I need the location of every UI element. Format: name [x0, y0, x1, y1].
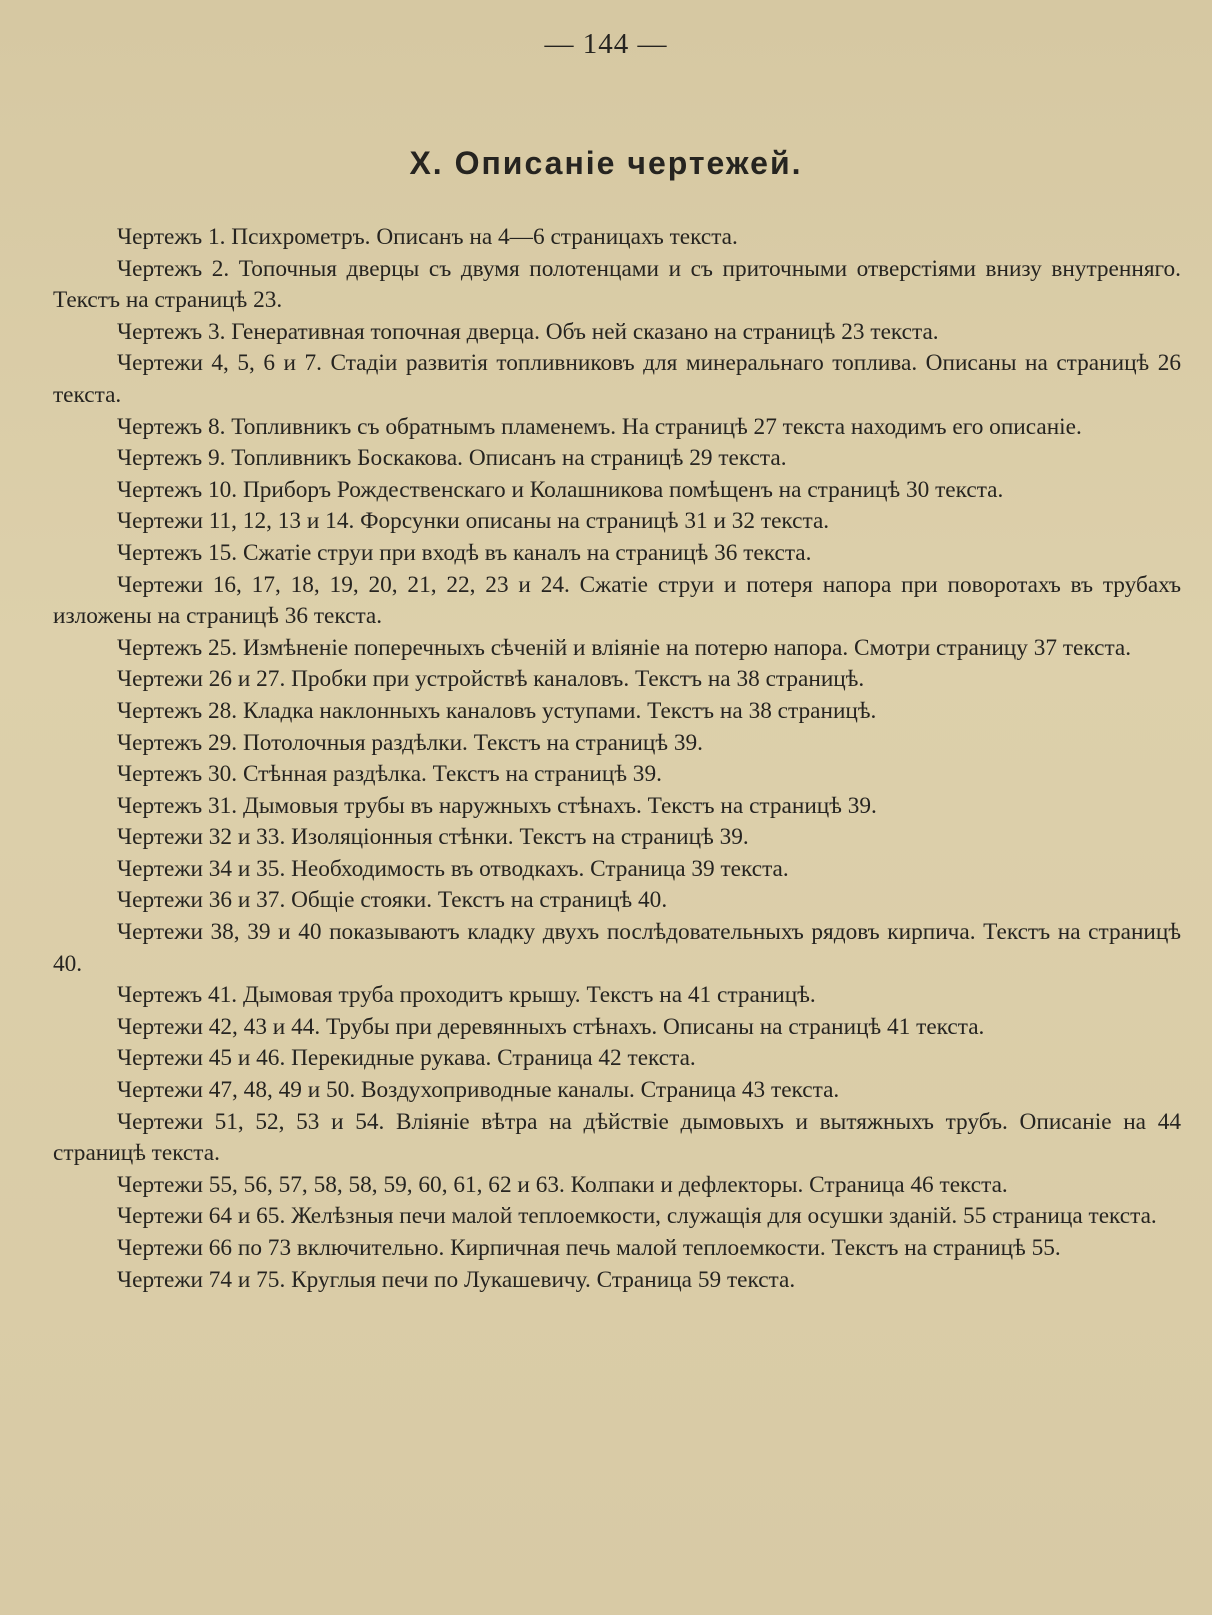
- page-number: — 144 —: [544, 28, 668, 60]
- drawing-entry: Чертежъ 2. Топочныя дверцы съ двумя полотенцами и съ приточными отверстіями внизу внутренняго. Текстъ на страницѣ 23.: [53, 255, 1181, 314]
- drawing-entry: Чертежи 45 и 46. Перекидные рукава. Страница 42 текста.: [117, 1045, 696, 1072]
- drawing-entry: Чертежи 16, 17, 18, 19, 20, 21, 22, 23 и 24. Сжатіе струи и потеря напора при поворотахъ въ трубахъ изложены на страницѣ 36 текста.: [53, 571, 1181, 630]
- drawing-entry: Чертежъ 41. Дымовая труба проходитъ крышу. Текстъ на 41 страницѣ.: [117, 982, 816, 1009]
- drawing-entry: Чертежъ 29. Потолочныя раздѣлки. Текстъ на страницѣ 39.: [117, 729, 703, 756]
- drawing-entry: Чертежи 26 и 27. Пробки при устройствѣ каналовъ. Текстъ на 38 страницѣ.: [117, 666, 865, 693]
- drawing-entry: Чертежи 38, 39 и 40 показываютъ кладку двухъ послѣдовательныхъ рядовъ кирпича. Текстъ на страницѣ 40.: [53, 919, 1181, 977]
- drawing-entry: Чертежъ 25. Измѣненіе поперечныхъ сѣченій и вліяніе на потерю напора. Смотри страницу 37 текста.: [117, 634, 1132, 661]
- drawing-entry: Чертежи 4, 5, 6 и 7. Стадіи развитія топливниковъ для минеральнаго топлива. Описаны на страницѣ 26 текста.: [53, 350, 1181, 408]
- drawing-entry: Чертежъ 15. Сжатіе струи при входѣ въ каналъ на страницѣ 36 текста.: [117, 539, 812, 566]
- drawing-entry: Чертежи 42, 43 и 44. Трубы при деревянныхъ стѣнахъ. Описаны на страницѣ 41 текста.: [117, 1013, 985, 1040]
- drawings-list: [53, 222, 1181, 1296]
- drawing-entry: Чертежъ 30. Стѣнная раздѣлка. Текстъ на страницѣ 39.: [117, 761, 662, 788]
- drawing-entry: Чертежи 32 и 33. Изоляціонныя стѣнки. Текстъ на страницѣ 39.: [117, 824, 749, 851]
- drawing-entry: Чертежи 34 и 35. Необходимость въ отводкахъ. Страница 39 текста.: [117, 855, 789, 882]
- drawing-entry: Чертежъ 28. Кладка наклонныхъ каналовъ уступами. Текстъ на 38 страницѣ.: [117, 697, 877, 724]
- drawing-entry: Чертежъ 31. Дымовыя трубы въ наружныхъ стѣнахъ. Текстъ на страницѣ 39.: [117, 792, 877, 819]
- drawing-entry: Чертежъ 10. Приборъ Рождественскаго и Колашникова помѣщенъ на страницѣ 30 текста.: [117, 476, 1004, 503]
- drawing-entry: Чертежи 11, 12, 13 и 14. Форсунки описаны на страницѣ 31 и 32 текста.: [117, 508, 830, 535]
- drawing-entry: Чертежи 47, 48, 49 и 50. Воздухоприводные каналы. Страница 43 текста.: [117, 1077, 840, 1104]
- drawing-entry: Чертежи 64 и 65. Желѣзныя печи малой теплоемкости, служащія для осушки зданій. 55 страница текста.: [117, 1203, 1157, 1230]
- drawing-entry: Чертежи 74 и 75. Круглыя печи по Лукашевичу. Страница 59 текста.: [117, 1266, 796, 1293]
- section-title: X. Описаніе чертежей.: [409, 145, 803, 181]
- drawing-entry: Чертежи 51, 52, 53 и 54. Вліяніе вѣтра на дѣйствіе дымовыхъ и вытяжныхъ трубъ. Описаніе на 44 страницѣ текста.: [53, 1108, 1181, 1167]
- drawing-entry: Чертежи 36 и 37. Общіе стояки. Текстъ на страницѣ 40.: [117, 887, 668, 914]
- drawing-entry: Чертежъ 9. Топливникъ Боскакова. Описанъ на страницѣ 29 текста.: [117, 445, 787, 472]
- drawing-entry: Чертежъ 8. Топливникъ съ обратнымъ пламенемъ. На страницѣ 27 текста находимъ его описаніе.: [117, 413, 1082, 440]
- drawing-entry: Чертежи 55, 56, 57, 58, 58, 59, 60, 61, 62 и 63. Колпаки и дефлекторы. Страница 46 текста.: [117, 1171, 1008, 1198]
- drawing-entry: Чертежъ 3. Генеративная топочная дверца. Объ ней сказано на страницѣ 23 текста.: [117, 318, 939, 345]
- drawing-entry: Чертежи 66 по 73 включительно. Кирпичная печь малой теплоемкости. Текстъ на страницѣ 55.: [117, 1235, 1061, 1261]
- drawing-entry: Чертежъ 1. Психрометръ. Описанъ на 4—6 страницахъ текста.: [117, 224, 738, 250]
